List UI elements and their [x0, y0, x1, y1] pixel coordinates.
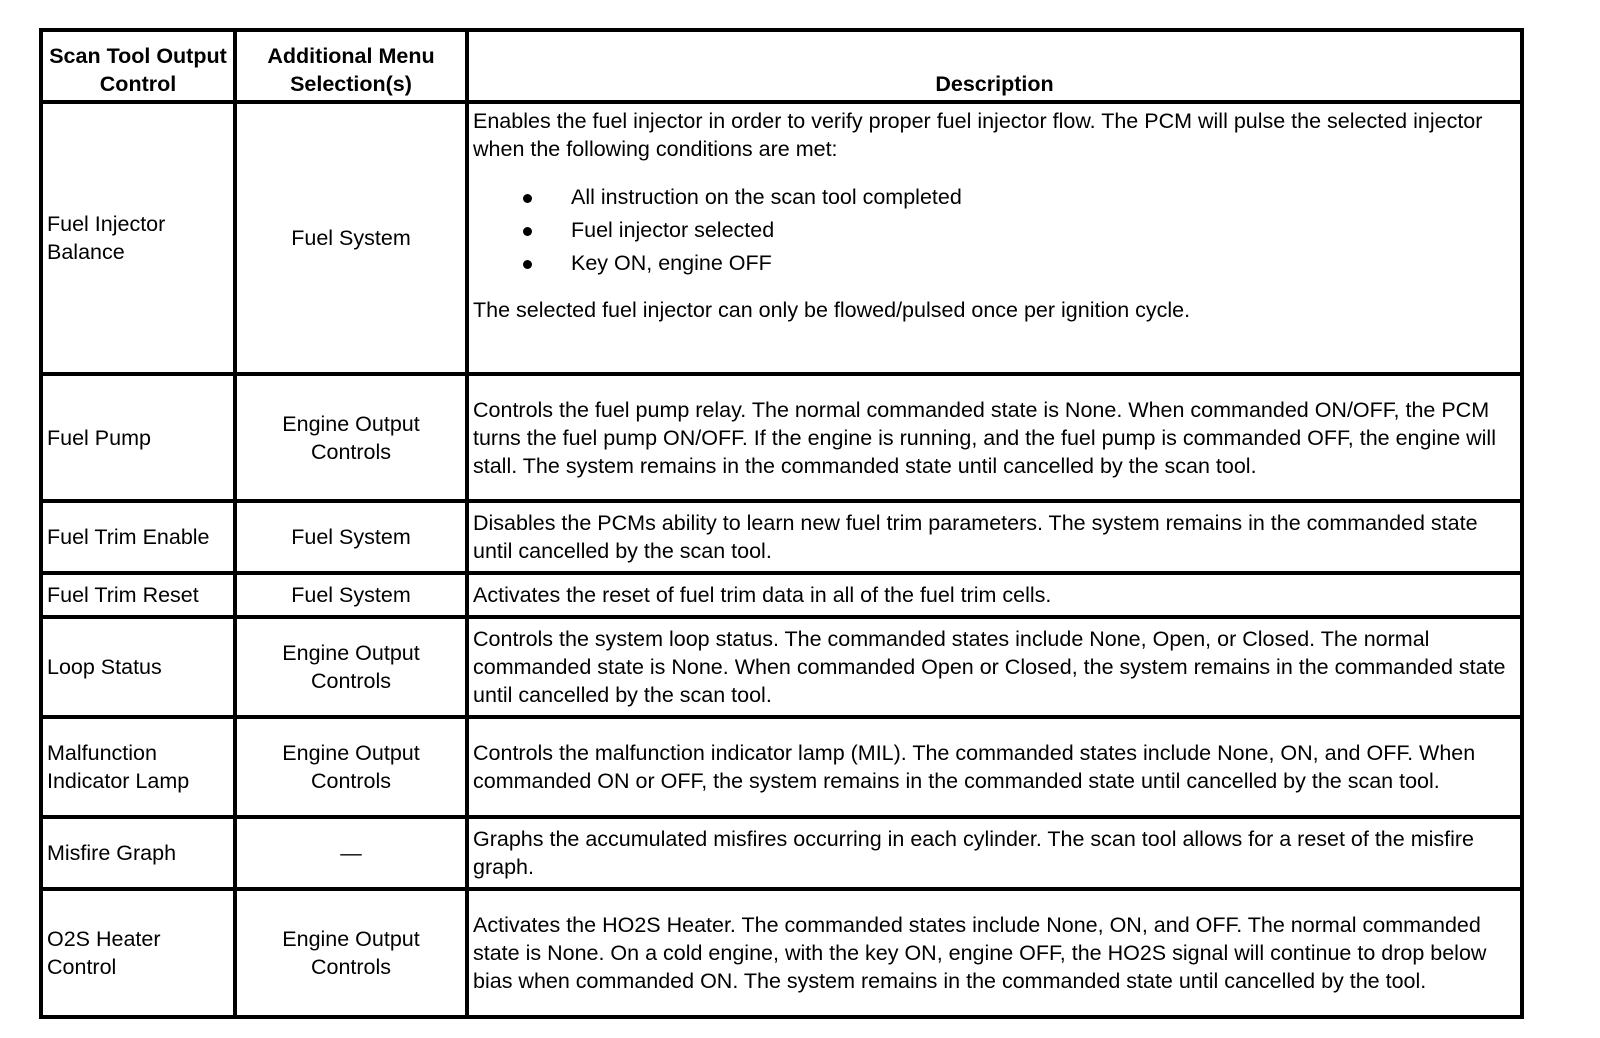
table-row: [41, 817, 1522, 889]
control-cell: Malfunction Indicator Lamp: [41, 717, 235, 817]
menu-cell: Fuel System: [235, 573, 467, 617]
description-cell: Controls the fuel pump relay. The normal commanded state is None. When commanded ON/OFF, the PCM turns the fuel pump ON/OFF. If the engine is running, and the fuel pump is commanded OFF, the engine will stall. The system remains in the commanded state until cancelled by the scan tool.: [467, 374, 1522, 501]
control-cell: Loop Status: [41, 617, 235, 717]
list-item: [473, 247, 1516, 280]
menu-cell: Engine Output Controls: [235, 617, 467, 717]
table-row: [41, 889, 1522, 1017]
bullet-icon: [523, 227, 532, 236]
description-cell: Controls the system loop status. The commanded states include None, Open, or Closed. The normal commanded state is None. When commanded Open or Closed, the system remains in the commanded state until cancelled by the scan tool.: [467, 617, 1522, 717]
description-cell: Activates the HO2S Heater. The commanded states include None, ON, and OFF. The normal commanded state is None. On a cold engine, with the key ON, engine OFF, the HO2S signal will continue to drop below bias when commanded ON. The system remains in the commanded state until cancelled by the tool.: [467, 889, 1522, 1017]
menu-cell: Engine Output Controls: [235, 717, 467, 817]
table-row: [41, 717, 1522, 817]
description-cell: Disables the PCMs ability to learn new fuel trim parameters. The system remains in the commanded state until cancelled by the scan tool.: [467, 501, 1522, 573]
header-additional-menu-selections: Additional Menu Selection(s): [235, 30, 467, 102]
table-row: [41, 374, 1522, 501]
menu-cell: Engine Output Controls: [235, 374, 467, 501]
list-item-text: Key ON, engine OFF: [571, 251, 772, 275]
menu-cell: Fuel System: [235, 102, 467, 374]
menu-cell: Fuel System: [235, 501, 467, 573]
list-item-text: Fuel injector selected: [571, 218, 775, 242]
description-cell: Graphs the accumulated misfires occurring in each cylinder. The scan tool allows for a reset of the misfire graph.: [467, 817, 1522, 889]
list-item: [473, 214, 1516, 247]
control-cell: Misfire Graph: [41, 817, 235, 889]
output-control-table: [39, 28, 1524, 1019]
condition-list: [473, 181, 1516, 280]
header-row: [41, 30, 1522, 102]
bullet-icon: [523, 260, 532, 269]
control-cell: Fuel Pump: [41, 374, 235, 501]
menu-cell: Engine Output Controls: [235, 889, 467, 1017]
header-scan-tool-output-control: Scan Tool Output Control: [41, 30, 235, 102]
bullet-icon: [523, 194, 532, 203]
control-cell: Fuel Injector Balance: [41, 102, 235, 374]
control-cell: O2S Heater Control: [41, 889, 235, 1017]
control-cell: Fuel Trim Enable: [41, 501, 235, 573]
description-text: Enables the fuel injector in order to verify proper fuel injector flow. The PCM will pulse the selected injector when the following conditions are met:: [473, 109, 1483, 161]
list-item: [473, 181, 1516, 214]
description-note: The selected fuel injector can only be flowed/pulsed once per ignition cycle.: [473, 298, 1191, 322]
table-body: [41, 102, 1522, 1017]
menu-cell: —: [235, 817, 467, 889]
description-cell: Controls the malfunction indicator lamp (MIL). The commanded states include None, ON, and OFF. When commanded ON or OFF, the system remains in the commanded state until cancelled by the scan tool.: [467, 717, 1522, 817]
header-description: Description: [467, 30, 1522, 102]
table-row: [41, 573, 1522, 617]
table-row: [41, 102, 1522, 374]
description-cell: [467, 102, 1522, 374]
list-item-text: All instruction on the scan tool completed: [571, 185, 962, 209]
table-row: [41, 617, 1522, 717]
table-header: [41, 30, 1522, 102]
table-row: [41, 501, 1522, 573]
description-cell: Activates the reset of fuel trim data in all of the fuel trim cells.: [467, 573, 1522, 617]
control-cell: Fuel Trim Reset: [41, 573, 235, 617]
